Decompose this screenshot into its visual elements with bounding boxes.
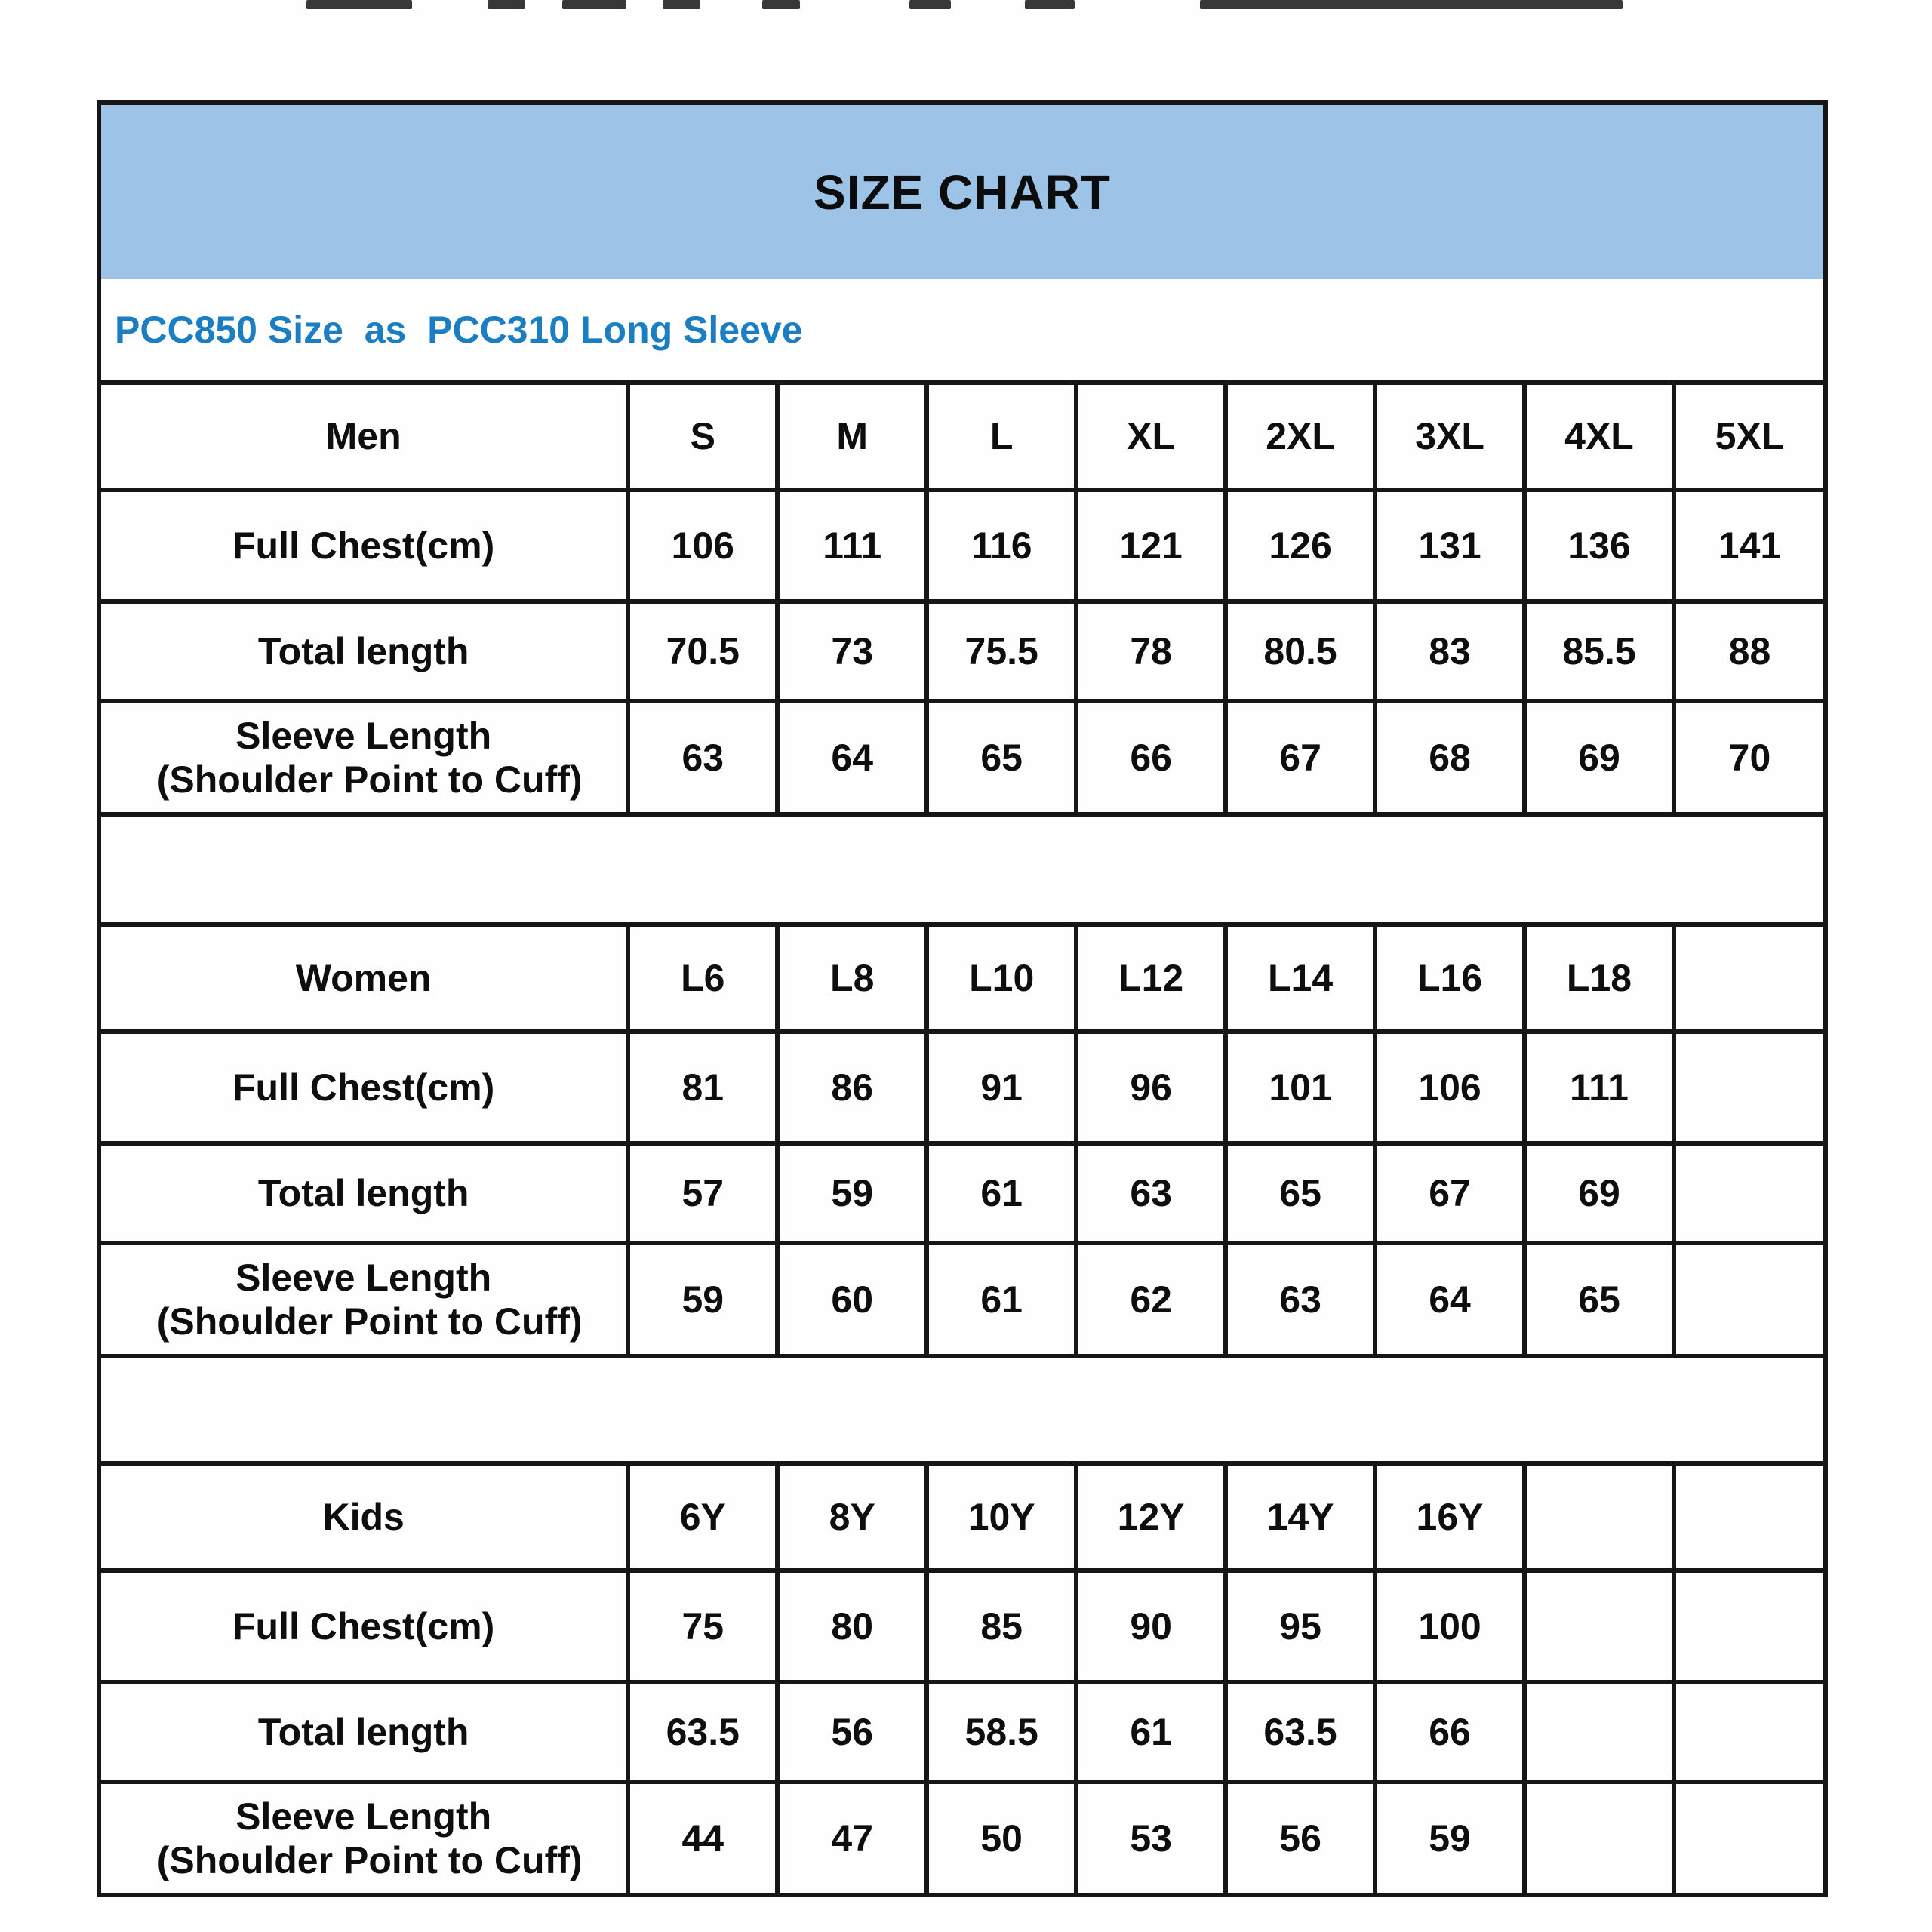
value-cell: 85.5 xyxy=(1524,601,1674,701)
value-cell: 88 xyxy=(1674,601,1823,701)
size-header-cell: 12Y xyxy=(1076,1463,1226,1571)
value-cell: 56 xyxy=(777,1682,927,1782)
empty-cell xyxy=(1674,1243,1823,1356)
men-size-table xyxy=(101,380,1823,817)
size-header-cell: 10Y xyxy=(927,1463,1076,1571)
value-cell: 121 xyxy=(1076,490,1226,601)
value-cell: 58.5 xyxy=(927,1682,1076,1782)
value-cell: 69 xyxy=(1524,701,1674,814)
size-header-cell: L6 xyxy=(628,924,777,1032)
size-header-cell: 16Y xyxy=(1375,1463,1524,1571)
value-cell: 65 xyxy=(1226,1143,1375,1243)
kids-sleeve-row xyxy=(101,1782,1823,1895)
empty-cell xyxy=(1524,1571,1674,1682)
value-cell: 44 xyxy=(628,1782,777,1895)
size-header-cell: S xyxy=(628,383,777,490)
value-cell: 86 xyxy=(777,1032,927,1143)
value-cell: 67 xyxy=(1226,701,1375,814)
women-size-table xyxy=(101,922,1823,1358)
kids-size-table xyxy=(101,1461,1823,1897)
value-cell: 47 xyxy=(777,1782,927,1895)
value-cell: 126 xyxy=(1226,490,1375,601)
value-cell: 91 xyxy=(927,1032,1076,1143)
size-header-cell: L12 xyxy=(1076,924,1226,1032)
product-size-note: PCC850 Size as PCC310 Long Sleeve xyxy=(115,309,803,351)
row-label-cell: Men xyxy=(101,383,628,490)
value-cell: 61 xyxy=(1076,1682,1226,1782)
table-gap xyxy=(101,817,1823,922)
men-header-row xyxy=(101,383,1823,490)
size-header-cell: L xyxy=(927,383,1076,490)
women-length-row xyxy=(101,1143,1823,1243)
row-label-cell: Sleeve Length (Shoulder Point to Cuff) xyxy=(101,1243,628,1356)
value-cell: 59 xyxy=(628,1243,777,1356)
women-chest-row xyxy=(101,1032,1823,1143)
value-cell: 78 xyxy=(1076,601,1226,701)
value-cell: 60 xyxy=(777,1243,927,1356)
women-sleeve-row xyxy=(101,1243,1823,1356)
empty-cell xyxy=(1524,1682,1674,1782)
women-header-row xyxy=(101,924,1823,1032)
value-cell: 101 xyxy=(1226,1032,1375,1143)
row-label-cell: Sleeve Length (Shoulder Point to Cuff) xyxy=(101,701,628,814)
value-cell: 80 xyxy=(777,1571,927,1682)
size-chart-frame xyxy=(97,100,1828,1897)
value-cell: 68 xyxy=(1375,701,1524,814)
value-cell: 106 xyxy=(1375,1032,1524,1143)
value-cell: 64 xyxy=(777,701,927,814)
empty-cell xyxy=(1674,1032,1823,1143)
value-cell: 69 xyxy=(1524,1143,1674,1243)
empty-cell xyxy=(1524,1463,1674,1571)
value-cell: 63.5 xyxy=(1226,1682,1375,1782)
row-label-cell: Women xyxy=(101,924,628,1032)
row-label-cell: Total length xyxy=(101,601,628,701)
row-label-cell: Total length xyxy=(101,1682,628,1782)
value-cell: 75 xyxy=(628,1571,777,1682)
value-cell: 116 xyxy=(927,490,1076,601)
size-header-cell: 14Y xyxy=(1226,1463,1375,1571)
value-cell: 73 xyxy=(777,601,927,701)
value-cell: 59 xyxy=(1375,1782,1524,1895)
kids-length-row xyxy=(101,1682,1823,1782)
size-header-cell: 6Y xyxy=(628,1463,777,1571)
value-cell: 90 xyxy=(1076,1571,1226,1682)
size-header-cell: XL xyxy=(1076,383,1226,490)
top-edge-artifact xyxy=(488,0,525,9)
value-cell: 70 xyxy=(1674,701,1823,814)
empty-cell xyxy=(1674,1463,1823,1571)
value-cell: 56 xyxy=(1226,1782,1375,1895)
size-chart-banner xyxy=(101,105,1823,279)
value-cell: 64 xyxy=(1375,1243,1524,1356)
value-cell: 66 xyxy=(1375,1682,1524,1782)
value-cell: 106 xyxy=(628,490,777,601)
value-cell: 81 xyxy=(628,1032,777,1143)
value-cell: 63 xyxy=(628,701,777,814)
value-cell: 141 xyxy=(1674,490,1823,601)
top-edge-artifact xyxy=(762,0,800,9)
value-cell: 96 xyxy=(1076,1032,1226,1143)
size-header-cell: 8Y xyxy=(777,1463,927,1571)
value-cell: 100 xyxy=(1375,1571,1524,1682)
size-header-cell: L8 xyxy=(777,924,927,1032)
men-length-row xyxy=(101,601,1823,701)
value-cell: 53 xyxy=(1076,1782,1226,1895)
value-cell: 75.5 xyxy=(927,601,1076,701)
size-header-cell: 5XL xyxy=(1674,383,1823,490)
page-title: SIZE CHART xyxy=(814,165,1111,220)
empty-cell xyxy=(1674,1571,1823,1682)
top-edge-artifact xyxy=(1025,0,1075,9)
row-label-cell: Full Chest(cm) xyxy=(101,490,628,601)
value-cell: 62 xyxy=(1076,1243,1226,1356)
size-header-cell: L10 xyxy=(927,924,1076,1032)
value-cell: 61 xyxy=(927,1143,1076,1243)
row-label-cell: Sleeve Length (Shoulder Point to Cuff) xyxy=(101,1782,628,1895)
value-cell: 63.5 xyxy=(628,1682,777,1782)
value-cell: 63 xyxy=(1076,1143,1226,1243)
value-cell: 136 xyxy=(1524,490,1674,601)
value-cell: 65 xyxy=(1524,1243,1674,1356)
value-cell: 61 xyxy=(927,1243,1076,1356)
top-edge-artifact xyxy=(1200,0,1623,9)
value-cell: 70.5 xyxy=(628,601,777,701)
value-cell: 80.5 xyxy=(1226,601,1375,701)
top-edge-artifact xyxy=(562,0,626,9)
kids-chest-row xyxy=(101,1571,1823,1682)
empty-cell xyxy=(1674,1682,1823,1782)
value-cell: 131 xyxy=(1375,490,1524,601)
value-cell: 59 xyxy=(777,1143,927,1243)
empty-cell xyxy=(1524,1782,1674,1895)
value-cell: 111 xyxy=(777,490,927,601)
value-cell: 66 xyxy=(1076,701,1226,814)
size-header-cell: M xyxy=(777,383,927,490)
value-cell: 63 xyxy=(1226,1243,1375,1356)
value-cell: 85 xyxy=(927,1571,1076,1682)
top-edge-artifact xyxy=(663,0,700,9)
size-header-cell: 4XL xyxy=(1524,383,1674,490)
row-label-cell: Total length xyxy=(101,1143,628,1243)
table-gap xyxy=(101,1358,1823,1461)
size-header-cell: L18 xyxy=(1524,924,1674,1032)
value-cell: 50 xyxy=(927,1782,1076,1895)
size-header-cell: L16 xyxy=(1375,924,1524,1032)
empty-cell xyxy=(1674,1782,1823,1895)
size-header-cell: L14 xyxy=(1226,924,1375,1032)
kids-header-row xyxy=(101,1463,1823,1571)
row-label-cell: Full Chest(cm) xyxy=(101,1571,628,1682)
empty-cell xyxy=(1674,1143,1823,1243)
value-cell: 95 xyxy=(1226,1571,1375,1682)
men-chest-row xyxy=(101,490,1823,601)
value-cell: 111 xyxy=(1524,1032,1674,1143)
value-cell: 57 xyxy=(628,1143,777,1243)
value-cell: 83 xyxy=(1375,601,1524,701)
value-cell: 67 xyxy=(1375,1143,1524,1243)
size-header-cell: 3XL xyxy=(1375,383,1524,490)
men-sleeve-row xyxy=(101,701,1823,814)
value-cell: 65 xyxy=(927,701,1076,814)
note-row xyxy=(101,279,1823,380)
row-label-cell: Full Chest(cm) xyxy=(101,1032,628,1143)
empty-cell xyxy=(1674,924,1823,1032)
top-edge-artifact xyxy=(306,0,412,9)
row-label-cell: Kids xyxy=(101,1463,628,1571)
top-edge-artifact xyxy=(909,0,951,9)
size-header-cell: 2XL xyxy=(1226,383,1375,490)
